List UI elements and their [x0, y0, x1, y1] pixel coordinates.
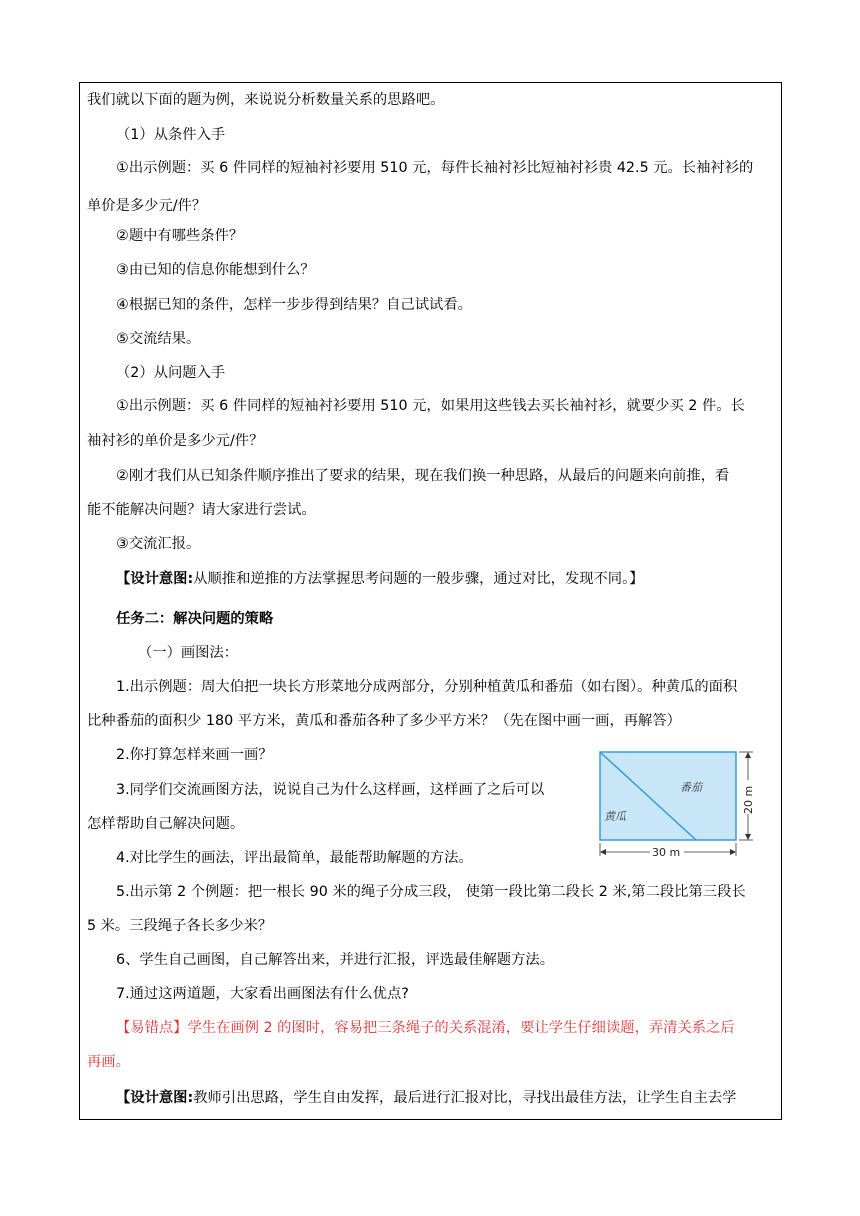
example-2-line-1: ①出示例题：买 6 件同样的短袖衬衫要用 510 元，如果用这些钱去买长袖衬衫，就要少买 2 件。长 [116, 398, 745, 414]
step-compare: 4.对比学生的画法，评出最简单，最能帮助解题的方法。 [116, 850, 473, 866]
design-intent-2 [116, 1088, 736, 1108]
design-intent-label: 【设计意图: [116, 1090, 194, 1106]
step-conditions: ②题中有哪些条件？ [116, 228, 244, 244]
design-intent-text: 从顺推和逆推的方法掌握思考问题的一般步骤，通过对比，发现不同。】 [193, 571, 644, 587]
problem-2-line-1: 5.出示第 2 个例题：把一根长 90 米的绳子分成三段， 使第一段比第二段长 2 米,第二段比第三段长 [116, 884, 746, 900]
step-report: ③交流汇报。 [116, 536, 201, 552]
intro-line: 我们就以下面的题为例，来说说分析数量关系的思路吧。 [87, 92, 445, 108]
example-1-line-1: ①出示例题：买 6 件同样的短袖衬衫要用 510 元，每件长袖衬衫比短袖衬衫贵 42.5 元。长袖衬衫的 [116, 160, 754, 176]
common-mistake-text: 学生在画例 2 的图时，容易把三条绳子的关系混淆，要让学生仔细读题，弄清关系之后 [187, 1020, 735, 1036]
problem-1-line-1: 1.出示例题：周大伯把一块长方形菜地分成两部分，分别种植黄瓜和番茄（如右图）。种黄瓜的面积 [116, 679, 738, 695]
step-think: ③由已知的信息你能想到什么？ [116, 262, 315, 278]
common-mistake-line-2: 再画。 [87, 1054, 130, 1070]
section-heading-conditions: （1）从条件入手 [116, 127, 226, 143]
height-arrowhead-bottom [745, 834, 751, 840]
height-arrowhead-top [745, 752, 751, 758]
step-self-solve: 6、学生自己画图，自己解答出来，并进行汇报，评选最佳解题方法。 [116, 952, 554, 968]
example-1-line-2: 单价是多少元/件？ [87, 198, 207, 214]
width-label: 30 m [652, 846, 681, 858]
common-mistake-label: 【易错点】 [116, 1020, 188, 1036]
method-drawing-heading: （一）画图法： [138, 645, 239, 661]
reverse-reasoning-line-2: 能不能解决问题？请大家进行尝试。 [87, 502, 316, 518]
example-2-line-2: 袖衬衫的单价是多少元/件？ [87, 433, 264, 449]
design-intent-1 [116, 569, 644, 589]
step-derive: ④根据已知的条件，怎样一步步得到结果？自己试试看。 [116, 297, 472, 313]
step-advantages: 7.通过这两道题，大家看出画图法有什么优点? [116, 986, 409, 1002]
design-intent-label: 【设计意图: [116, 571, 194, 587]
problem-2-line-2: 5 米。三段绳子各长多少米？ [87, 918, 273, 934]
width-arrowhead-left [600, 849, 606, 855]
section-heading-question: （2）从问题入手 [116, 365, 226, 381]
cucumber-label: 黄瓜 [604, 810, 626, 823]
garden-diagram [596, 748, 756, 858]
design-intent-text: 教师引出思路，学生自由发挥，最后进行汇报对比，寻找出最佳方法，让学生自主去学 [193, 1090, 737, 1106]
step-exchange-line-1: 3.同学们交流画图方法，说说自己为什么这样画，这样画了之后可以 [116, 782, 545, 798]
width-arrowhead-right [730, 849, 736, 855]
task-two-heading: 任务二：解决问题的策略 [116, 611, 274, 627]
tomato-label: 番茄 [680, 781, 702, 794]
reverse-reasoning-line-1: ②刚才我们从已知条件顺序推出了要求的结果，现在我们换一种思路，从最后的问题来向前推，看 [116, 468, 730, 484]
common-mistake-line-1 [116, 1018, 735, 1038]
problem-1-line-2: 比种番茄的面积少 180 平方米，黄瓜和番茄各种了多少平方米？（先在图中画一画，再解答） [87, 713, 681, 729]
step-share: ⑤交流结果。 [116, 331, 201, 347]
garden-rectangle [600, 752, 736, 840]
step-plan-drawing: 2.你打算怎样来画一画？ [116, 747, 273, 763]
step-exchange-line-2: 怎样帮助自己解决问题。 [87, 816, 245, 832]
height-label: 20 m [742, 785, 755, 814]
